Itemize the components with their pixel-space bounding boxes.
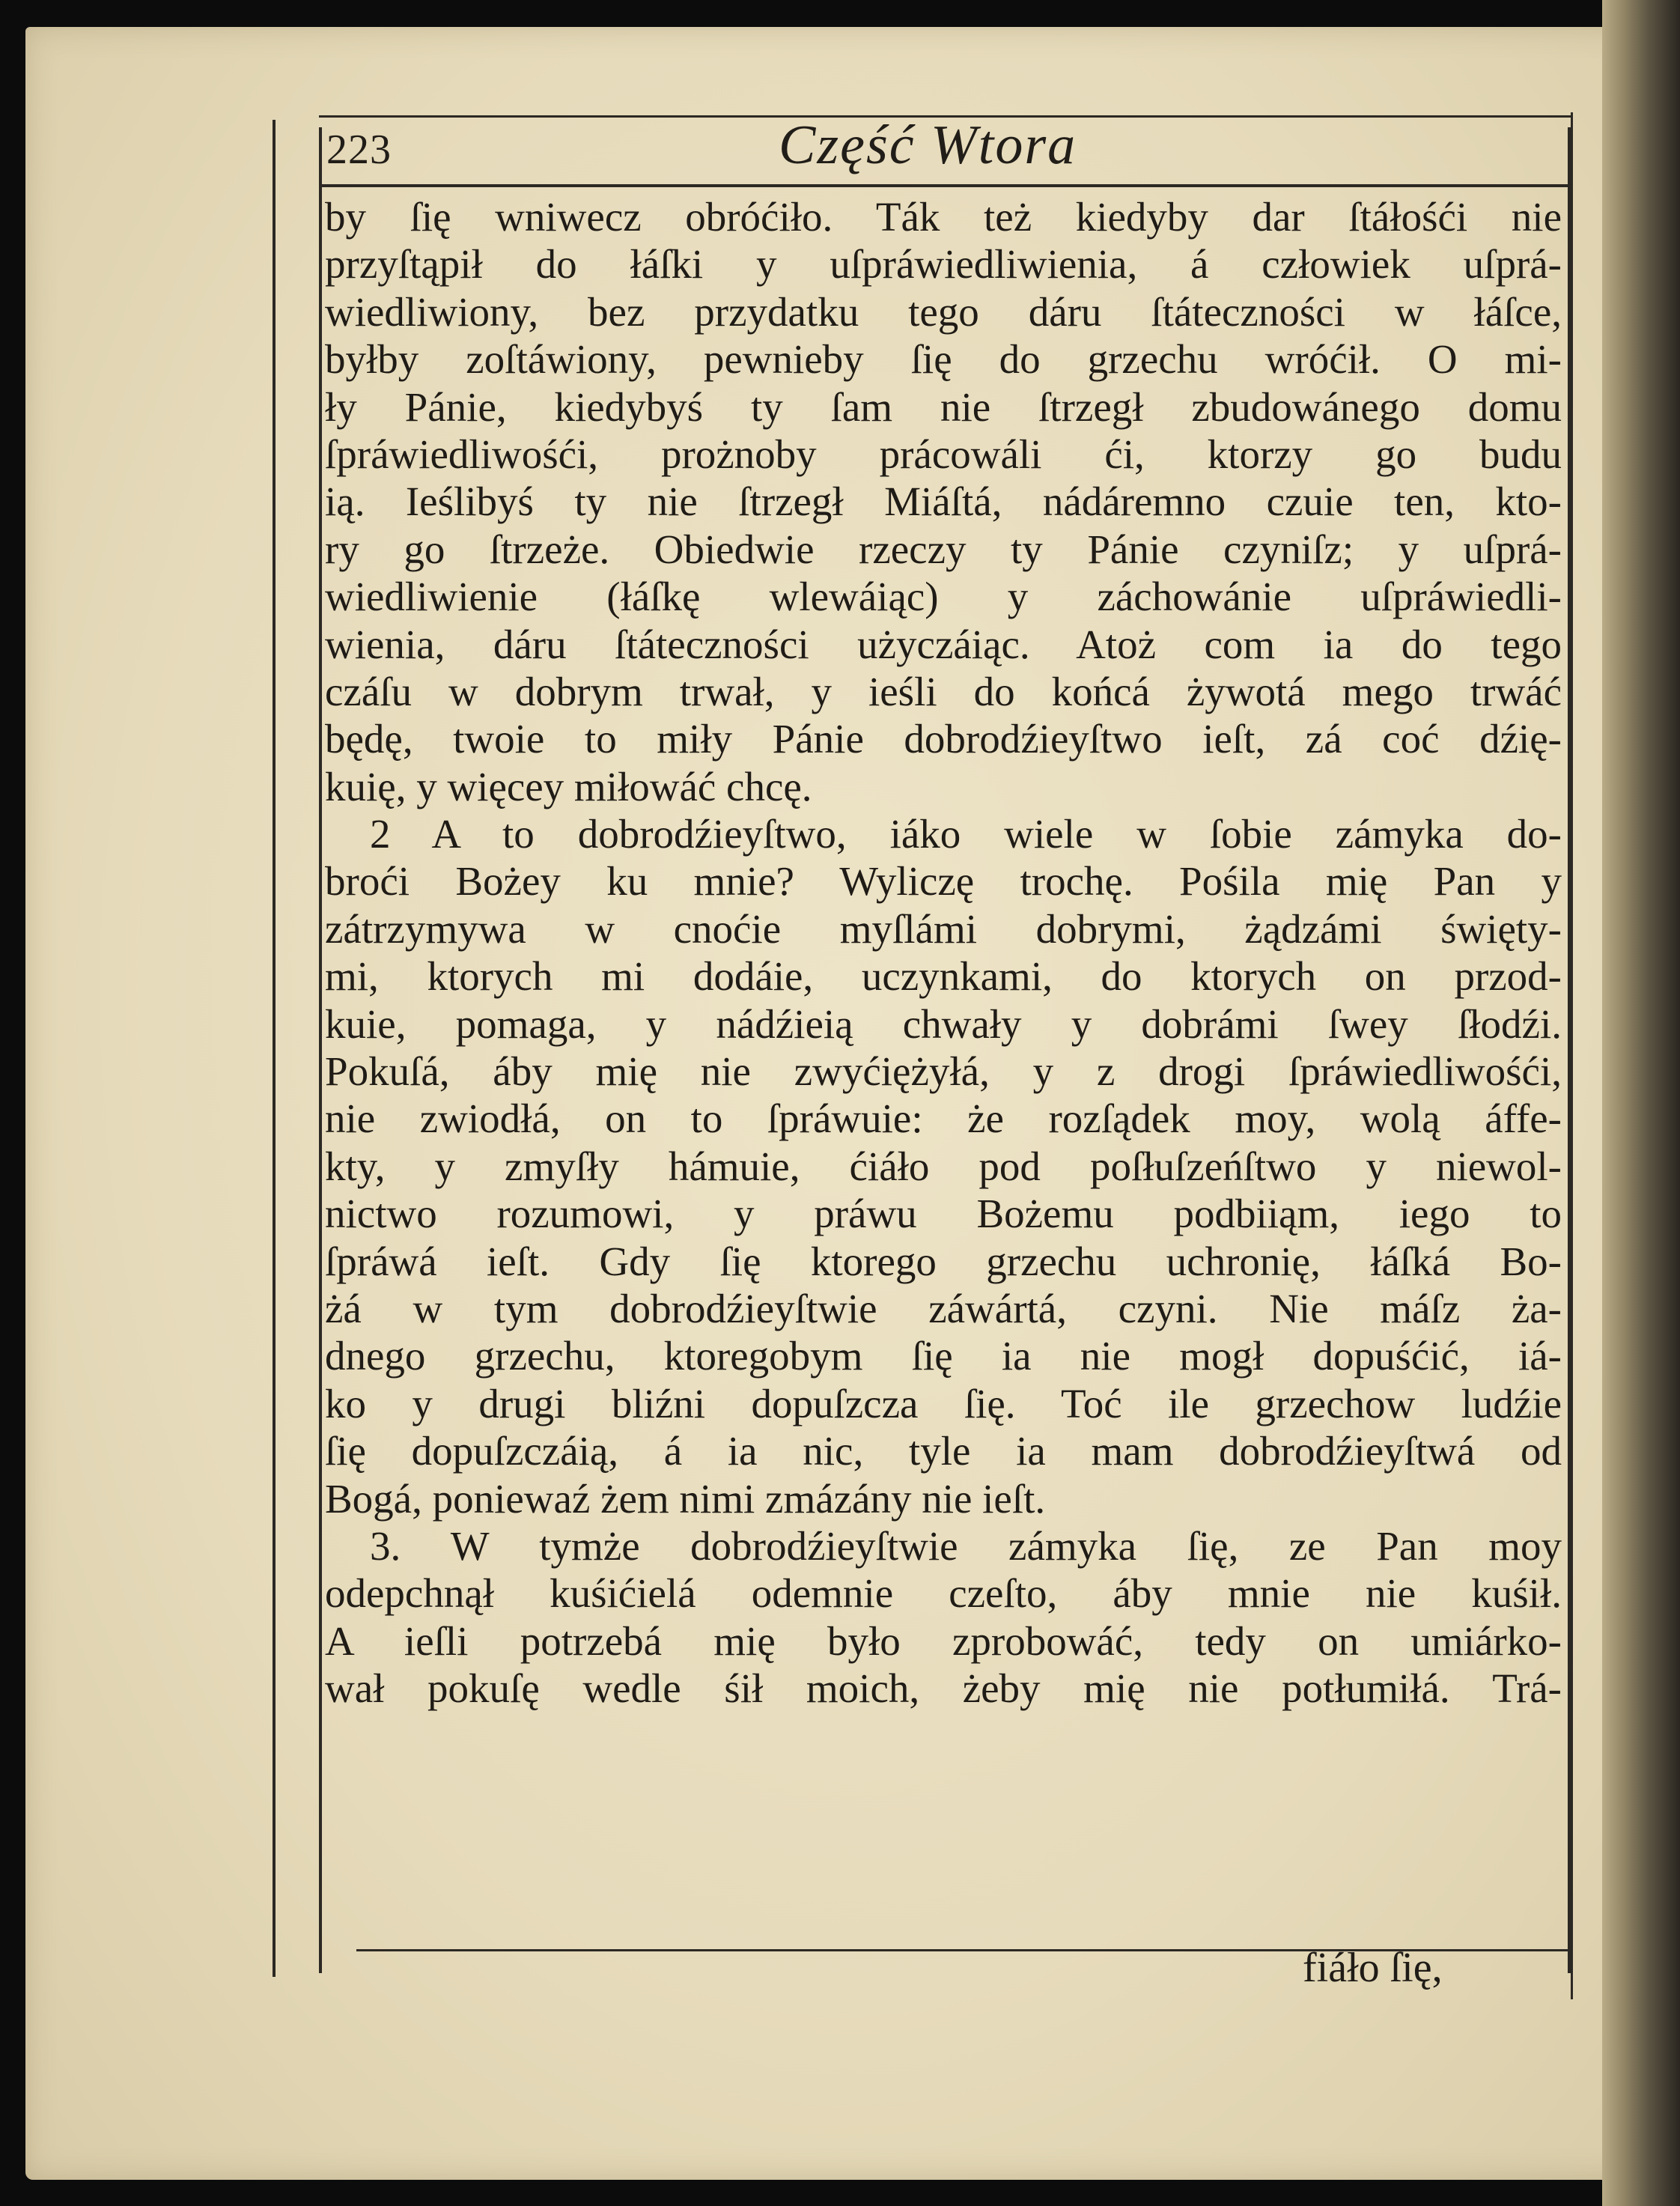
running-head: Część Wtora: [779, 115, 1077, 176]
text-line: wał pokuſę wedle śił moich, żeby mię nie potłumiłá. Trá-: [325, 1665, 1562, 1712]
book-gutter: [1602, 0, 1680, 2206]
text-line: broći Bożey ku mnie? Wyliczę trochę. Pośila mię Pan y: [325, 858, 1562, 905]
outer-right-border: [1571, 112, 1573, 1999]
text-line: ſię dopuſzczáią, á ia nic, tyle ia mam dobrodźieyſtwá od: [325, 1428, 1562, 1474]
text-line: A ieſli potrzebá mię było zprobowáć, tedy on umiárko-: [325, 1617, 1562, 1664]
text-line: byłby zoſtáwiony, pewnieby ſię do grzechu wróćił. O mi-: [325, 336, 1562, 383]
text-line: dnego grzechu, ktoregobym ſię ia nie mogł dopuśćić, iá-: [325, 1333, 1562, 1379]
text-line: ły Pánie, kiedybyś ty ſam nie ſtrzegł zbudowánego domu: [325, 383, 1562, 430]
header-rule: [319, 184, 1571, 187]
text-line: by ſię wniwecz obróćiło. Ták też kiedyby dar ſtáłośći nie: [325, 194, 1562, 240]
catchword: fiáło ſię,: [1303, 1945, 1443, 1991]
text-line: kty, y zmyſły hámuie, ćiáło pod poſłuſzeńſtwo y niewol-: [325, 1143, 1562, 1189]
text-line: odepchnął kuśićielá odemnie czeſto, áby mnie nie kuśił.: [325, 1570, 1562, 1617]
text-line: będę, twoie to miły Pánie dobrodźieyſtwo ieſt, zá coć dźię-: [325, 716, 1562, 762]
text-line: żá w tym dobrodźieyſtwie záwártá, czyni. Nie máſz ża-: [325, 1285, 1562, 1331]
text-line: Bogá, poniewaź żem nimi zmázány nie ieſt.: [325, 1475, 1046, 1522]
text-line: ią. Ieślibyś ty nie ſtrzegł Miáſtá, nádáremno czuie ten, kto-: [325, 478, 1562, 525]
text-line: mi, ktorych mi dodáie, uczynkami, do ktorych on przod-: [325, 953, 1562, 1000]
page-number: 223: [326, 127, 392, 173]
text-line: ko y drugi bliźni dopuſzcza ſię. Toć ile grzechow ludźie: [325, 1380, 1562, 1426]
text-line: czáſu w dobrym trwał, y ieśli do końcá żywotá mego trwáć: [325, 668, 1562, 714]
text-line: wiedliwiony, bez przydatku tego dáru ſtáteczności w łáſce,: [325, 288, 1562, 335]
paragraph-start-line: 2 A to dobrodźieyſtwo, iáko wiele w ſobie zámyka do-: [370, 811, 1562, 857]
text-line: Pokuſá, áby mię nie zwyćiężyłá, y z drogi ſpráwiedliwośći,: [325, 1048, 1562, 1095]
text-line: przyſtąpił do łáſki y uſpráwiedliwienia, á człowiek uſprá-: [325, 241, 1562, 288]
body-text: [325, 193, 1562, 1713]
text-line: kuię, y więcey miłowáć chcę.: [325, 763, 812, 809]
text-line: nie zwiodłá, on to ſpráwuie: że rozſądek moy, wolą áffe-: [325, 1096, 1562, 1142]
text-line: zátrzymywa w cnoćie myſlámi dobrymi, żądzámi święty-: [325, 905, 1562, 952]
text-line: kuie, pomaga, y nádźieią chwały y dobrámi ſwey ſłodźi.: [325, 1000, 1562, 1047]
text-line: ſpráwiedliwośći, prożnoby prácowáli ći, ktorzy go budu: [325, 431, 1562, 477]
text-line: wiedliwienie (łáſkę wlewáiąc) y záchowánie uſpráwiedli-: [325, 574, 1562, 620]
text-line: nictwo rozumowi, y práwu Bożemu podbiiąm, iego to: [325, 1191, 1562, 1237]
text-line: ry go ſtrzeże. Obiedwie rzeczy ty Pánie czyniſz; y uſprá-: [325, 526, 1562, 572]
text-line: wienia, dáru ſtáteczności użyczáiąc. Atoż com ia do tego: [325, 621, 1562, 667]
outer-left-border: [273, 120, 276, 1977]
text-line: ſpráwá ieſt. Gdy ſię ktorego grzechu uchronię, łáſká Bo-: [325, 1238, 1562, 1284]
paragraph-start-line: 3. W tymże dobrodźieyſtwie zámyka ſię, ze Pan moy: [370, 1522, 1562, 1569]
